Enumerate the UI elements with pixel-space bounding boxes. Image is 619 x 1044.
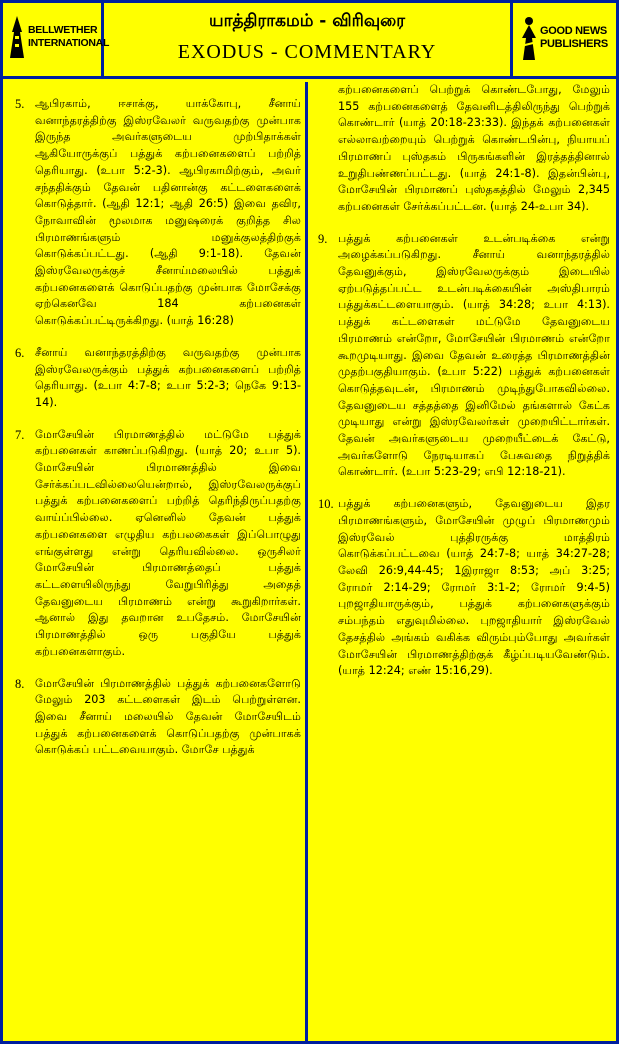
bellwether-logo-text: BELLWETHER INTERNATIONAL xyxy=(28,24,110,49)
good-news-logo-text: GOOD NEWS PUBLISHERS xyxy=(540,25,608,50)
point-text: ஆபிரகாம், ஈசாக்கு, யாக்கோபு, சீனாய் வனாந்தரத்திற்கு இஸ்ரவேலர் வருவதற்கு முன்பாக இருந்த அவர்களுடைய முற்பிதாக்கள் ஆகியோருக்குப் பத்துக் கற்பனைகளைப் பற்றித் தெரியாது. (உபா 5:2-3). ஆபிரகாமிற்கும், அவர் சந்ததிக்கும் தேவன் பதினான்கு கட்டளைகளைக் கொடுத்தார். (ஆதி 12:1; ஆதி 26:5) இவை தவிர, நோவாவின் மூலமாக மனுஷரைக் குறித்த சில பிரமாணங்களும் மனுக்குலத்திற்குக் கொடுக்கப்பட்டது. (ஆதி 9:1-18). தேவன் இஸ்ரவேலருக்குச் சீனாய்மலையில் பத்துக் கற்பனைகளைக் கொடுப்பதற்கு முன்பாக மோசேக்கு ஏற்கெனவே 184 கற்பனைகள் கொடுக்கப்பட்டிருக்கிறது. (யாத் 16:28) xyxy=(35,97,301,328)
commentary-point-continued xyxy=(338,82,610,216)
point-number: 10. xyxy=(318,497,334,512)
page-title-english: EXODUS - COMMENTARY xyxy=(177,41,437,63)
point-text: சீனாய் வனாந்தரத்திற்கு வருவதற்கு முன்பாக இஸ்ரவேலருக்கும் பத்துக் கற்பனைகளைப் பற்றித் தெரியாது. (உபா 4:7-8; உபா 5:2-3; நெகே 9:13-14). xyxy=(35,345,301,409)
point-text: பத்துக் கற்பனைகளும், தேவனுடைய இதர பிரமாணங்களும், மோசேயின் முழுப் பிரமாணமும் இஸ்ரவேல் புத்திரருக்கு மாத்திரம் கொடுக்கப்பட்டவை (யாத் 24:7-8; யாத் 34:27-28; லேவி 26:9,44-45; 1இராஜா 8:53; அப் 3:25; ரோமர் 2:14-29; ரோமர் 3:1-2; ரோமர் 9:4-5) புறஜாதியாருக்கும், பத்துக் கற்பனைகளுக்கும் சம்பந்தம் எதுவுமில்லை. புறஜாதியார் இஸ்ரவேல் தேசத்தில் அங்கம் வகிக்க விரும்பும்போது அவர்கள் மோசேயின் பிரமாணத்திற்குக் கீழ்ப்படியவேண்டும். (யாத் 12:24; எண் 15:16,29). xyxy=(338,497,610,678)
commentary-point xyxy=(318,231,610,482)
bellwether-logo xyxy=(3,3,110,76)
commentary-point xyxy=(318,496,610,680)
page-title-tamil: யாத்திராகமம் - விரிவுரை xyxy=(209,11,405,31)
point-text: கற்பனைகளைப் பெற்றுக் கொண்டபோது, மேலும் 155 கற்பனைகளைத் தேவனிடத்திலிருந்து பெற்றுக் கொண்டார் (யாத் 20:18-23:33). இந்தக் கற்பனைகள் எல்லாவற்றையும் பெற்றுக் கொண்டபின்பு, நியாயப் பிரமாணப் புஸ்தகம் பிருகங்களின் இரத்தத்தினால் உறுதிபண்ணப்பட்டது. (யாத் 24:1-8). இதன்பின்பு, மோசேயின் பிரமாணப் புஸ்தகத்தில் மேலும் 2,345 கற்பனைகள் சேர்க்கப்பட்டன. (யாத் 24-உபா 34). xyxy=(338,83,610,213)
left-column xyxy=(9,82,308,1041)
point-number: 9. xyxy=(318,231,328,246)
commentary-point xyxy=(15,676,301,760)
point-number: 6. xyxy=(15,345,25,360)
point-text: மோசேயின் பிரமாணத்தில் மட்டுமே பத்துக் கற்பனைகள் காணப்படுகிறது. (யாத் 20; உபா 5). மோசேயின் பிரமாணத்தில் இவை சேர்க்கப்படவில்லையென்றால், இஸ்ரவேலருக்குப் பத்துக் கற்பனைகளைப் பற்றித் தெரிந்திருப்பதற்கு வாய்ப்பில்லை. ஏனெனில் தேவன் பத்துக் கற்பனைகளை எழுதிய கற்பலகைகள் இப்பொழுது எங்குள்ளது என்று தெரியவில்லை. ஒருசிலர் மோசேயின் பிரமாணத்தைப் பத்துக் கட்டளையிலிருந்து வேறுபிரித்து அதைத் தேவனுடைய பிரமாணம் என்று கூறுகிறார்கள். ஆனால் இது தவறான உபதேசம். மோசேயின் பிரமாணத்தில் ஒரு பகுதியே பத்துக் கற்பனைகளாகும். xyxy=(35,427,301,658)
bellwether-logo-icon xyxy=(9,16,25,58)
point-number: 5. xyxy=(15,97,25,111)
point-number: 7. xyxy=(15,427,25,442)
right-column xyxy=(314,82,616,1041)
title-box xyxy=(104,3,513,76)
point-text: மோசேயின் பிரமாணத்தில் பத்துக் கற்பனைகளோடு மேலும் 203 கட்டளைகள் இடம் பெற்றுள்ளன. இவை சீனாய் மலையில் தேவன் மோசேயிடம் பத்துக் கற்பனைகளைக் கொடுப்பதற்கு முன்பாகக் கொடுக்கப் பட்டவையாகும். மோசே பத்துக் xyxy=(35,676,301,757)
good-news-logo-icon xyxy=(520,16,538,60)
header xyxy=(3,3,616,79)
point-text: பத்துக் கற்பனைகள் உடன்படிக்கை என்று அழைக்கப்படுகிறது. சீனாய் வனாந்தரத்தில் தேவனுக்கும், இஸ்ரவேலருக்கும் இடையில் ஏற்படுத்தப்பட்ட உடன்படிக்கையின் அஸ்திபாரம் பத்துக்கட்டளையாகும். (யாத் 34:28; உபா 4:13). பத்துக் கட்டளைகள் மட்டுமே தேவனுடைய பிரமாணம் என்றோ, மோசேயின் பிரமாணம் என்றோ கூறமுடியாது. இவை தேவன் உரைத்த பிரமாணத்தின் முதற்பகுதியாகும். (உபா 5:22) பத்துக் கற்பனைகள் கொடுத்தவுடன், பிரமாணம் முடிந்துபோகவில்லை. தேவனுடைய சத்தத்தை இனிமேல் தங்களால் கேட்க முடியாது என்று இஸ்ரவேலர்கள் முறையிட்டார்கள். தேவன் அவர்களுடைய முறையீட்டைக் கேட்டு, அவர்களோடு நேரடியாகப் பேசுவதை நிறுத்திக் கொண்டார். (உபா 5:23-29; எபி 12:18-21). xyxy=(338,231,610,479)
good-news-logo xyxy=(513,3,616,76)
point-number: 8. xyxy=(15,676,25,691)
commentary-point xyxy=(15,427,301,661)
commentary-point xyxy=(15,96,301,330)
commentary-point xyxy=(15,345,301,412)
